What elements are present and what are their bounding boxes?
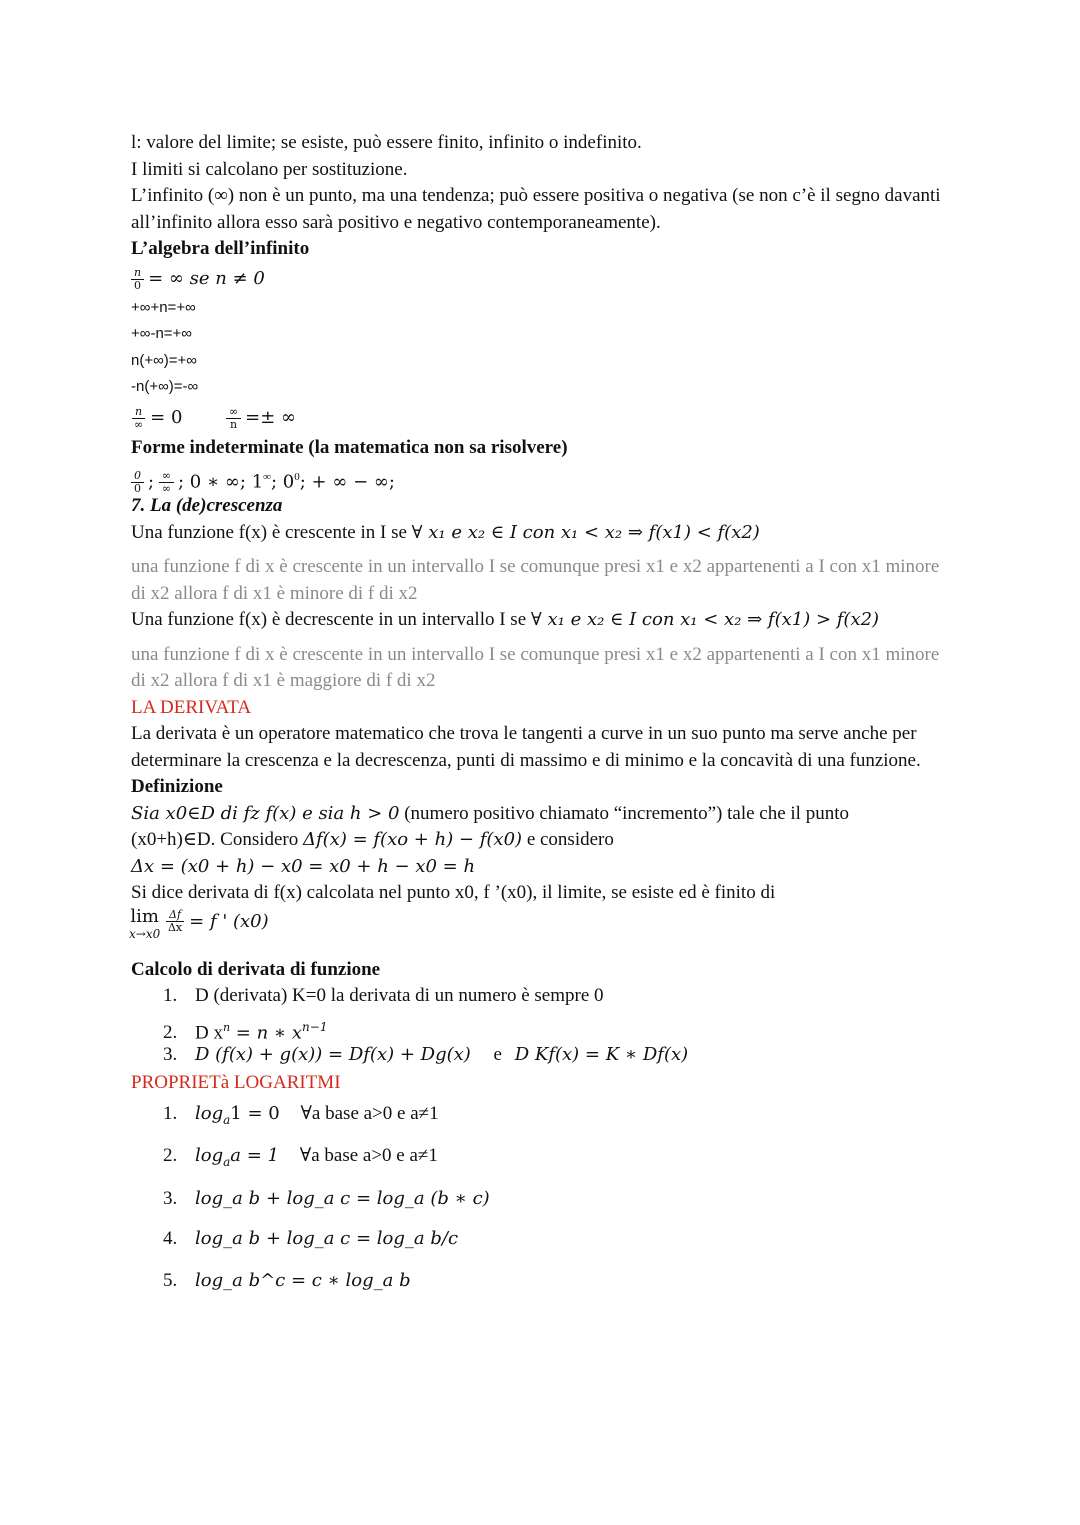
intro-infinity: L’infinito (∞) non è un punto, ma una tendenza; può essere positiva o negativa (se non c’è il segno davanti all’infinito allora esso sarà positivo e negativo contemporaneamente). <box>131 185 941 233</box>
log-title: PROPRIETà LOGARITMI <box>131 1071 341 1093</box>
algebra-formula-n-over-0: $\frac{n}{0}$ = ∞ se n ≠ 0 <box>131 263 951 295</box>
list-item: 1. D (derivata) K=0 la derivata di un numero è sempre 0 <box>163 985 604 1006</box>
fraction: $\frac{n}{0}$ <box>131 267 144 292</box>
growth-title: 7. La (de)crescenza <box>131 495 283 516</box>
fraction: $\frac{\infty}{\infty}$ <box>159 470 174 495</box>
calc-title: Calcolo di derivata di funzione <box>131 958 381 980</box>
algebra-rule: +∞-n=+∞ <box>131 325 193 342</box>
fraction: $\frac{\infty}{n}$ <box>226 406 241 431</box>
list-item: 2. $\log_aa = 1$ ∀a base a>0 e a≠1 <box>163 1144 438 1169</box>
definition-line-4: Si dice derivata di f(x) calcolata nel punto x0, f ’(x0), il limite, se esiste ed è finito di <box>131 882 776 903</box>
definition-line-3: Δx = (x0 + h) − x0 = x0 + h − x0 = h <box>131 855 476 877</box>
growth-decreasing-definition: Una funzione f(x) è decrescente in un intervallo I se ∀ x₁ e x₂ ∈ I con x₁ < x₂ ⇒ f(x1) > f(x2) <box>131 609 880 630</box>
indeterminate-title: Forme indeterminate (la matematica non sa risolvere) <box>131 436 568 458</box>
derivative-title: LA DERIVATA <box>131 696 252 718</box>
calc-list <box>131 983 951 1070</box>
list-item: 4. log_a b + log_a c = log_a b/c <box>163 1227 459 1249</box>
growth-increasing-definition: Una funzione f(x) è crescente in I se ∀ x₁ e x₂ ∈ I con x₁ < x₂ ⇒ f(x1) < f(x2) <box>131 521 760 543</box>
intro-substitution: I limiti si calcolano per sostituzione. <box>131 158 408 180</box>
algebra-title: L’algebra dell’infinito <box>131 238 310 259</box>
definition-line-1: Sia x0∈D di fz f(x) e sia h > 0 (numero positivo chiamato “incremento”) tale che il punto <box>131 802 849 824</box>
algebra-formula-fractions: $\frac{n}{\infty}$ = 0 $\frac{\infty}{n}$ =± ∞ <box>131 401 951 435</box>
document-page <box>131 130 951 1302</box>
algebra-rule: n(+∞)=+∞ <box>131 351 197 369</box>
indeterminate-forms: $\frac{0}{0}$ ; $\frac{\infty}{\infty}$ ; 0 ∗ ∞; 1∞; $0^0$; + ∞ − ∞; <box>131 461 951 493</box>
growth-increasing-note: una funzione f di x è crescente in un intervallo I se comunque presi x1 e x2 appartenenti a I con x1 minore di x2 allora f di x1 è minore di f di x2 <box>131 556 940 604</box>
fraction: $\frac{\Delta f}{\Delta x}$ <box>167 907 183 934</box>
log-list <box>131 1096 951 1302</box>
algebra-rule: +∞+n=+∞ <box>131 298 196 316</box>
derivative-limit-formula: lim x→x0 $\frac{\Delta f}{\Delta x}$ = f ' (x0) <box>129 905 269 941</box>
list-item: 5. log_a b^c = c ∗ log_a b <box>163 1269 411 1291</box>
definition-title: Definizione <box>131 776 223 797</box>
definition-line-2: (x0+h)∈D. Considero Δf(x) = f(xo + h) − f(x0) e considero <box>131 829 614 850</box>
list-item: 1. $\log_a1 = 0$ ∀a base a>0 e a≠1 <box>163 1103 439 1127</box>
list-item: 3. D (f(x) + g(x)) = Df(x) + Dg(x) e D Kf(x) = K ∗ Df(x) <box>163 1043 689 1065</box>
list-item: 3. log_a b + log_a c = log_a (b ∗ c) <box>163 1187 490 1209</box>
limit-symbol: lim x→x0 <box>129 905 161 941</box>
derivative-description: La derivata è un operatore matematico che trova le tangenti a curve in un suo punto ma serve anche per determinare la crescenza e la decrescenza, punti di massimo e di minimo e la concavità di una funzione. <box>131 723 921 771</box>
fraction: $\frac{n}{\infty}$ <box>134 404 144 431</box>
algebra-rule: -n(+∞)=-∞ <box>131 378 199 395</box>
growth-decreasing-note: una funzione f di x è crescente in un intervallo I se comunque presi x1 e x2 appartenenti a I con x1 minore di x2 allora f di x1 è maggiore di f di x2 <box>131 643 940 691</box>
fraction: $\frac{0}{0}$ <box>131 470 144 495</box>
intro-limit-value: l: valore del limite; se esiste, può essere finito, infinito o indefinito. <box>131 132 642 153</box>
list-item: 2. D $x^n = n$ ∗ $x^{n-1}$ <box>163 1019 328 1043</box>
